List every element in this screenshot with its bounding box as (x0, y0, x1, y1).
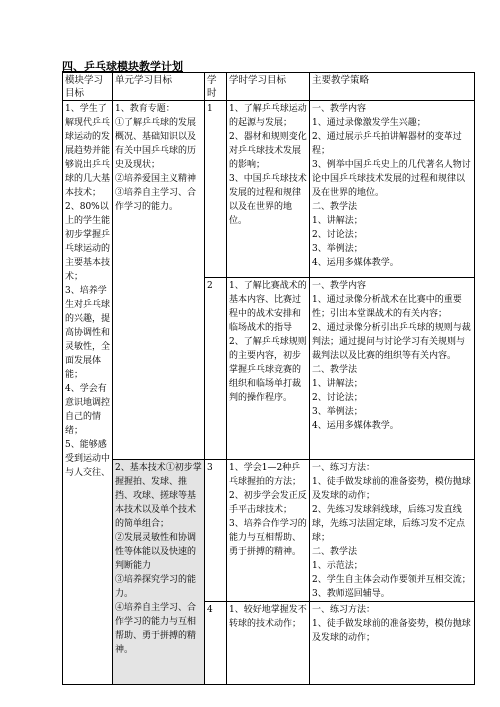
hour-goal-text: 1、了解乒乓球运动的起源与发展； 2、器材和规则变化对乒乓球技术发展的影响； 3、中国乒乓球技术发展的过程和规律以及在世界的地位。 (229, 104, 307, 226)
header-hour-goal: 学时学习目标 (227, 73, 310, 101)
strategy-text: 一、教学内容 1、通过录像分析战术在比赛中的重要性；引出本堂课战术的有关内容； 2、通过录像分析引出乒乓球的规则与裁判法；通过提问与讨论学习有关规则与裁判法以及比赛的组织等有关内容。 二、教学法 1、讲解法； 2、讨论法； 3、举例法； 4、运用多媒体教学。 (312, 281, 471, 431)
module-goal-cell (63, 101, 113, 685)
strategy-text: 一、练习方法： 1、徒手做发球前的准备姿势，模仿抛球及发球的动作； (312, 605, 471, 643)
header-row (63, 73, 475, 101)
hour-goal-cell (227, 602, 310, 685)
hour-goal-text: 1、较好地掌握发不转球的技术动作； (229, 605, 307, 629)
strategy-cell (310, 602, 475, 685)
unit-goal-cell (113, 460, 205, 685)
hour-goal-cell (227, 278, 310, 460)
header-hours: 学时 (205, 73, 227, 101)
module-goal-text: 1、学生了解现代乒乓球运动的发展趋势并能够说出乒乓球的几大基本技术； 2、80%以上的学生能初步掌握乒乓球运动的主要基本技术； 3、培养学生对乒乓球的兴趣，提高协调性和灵敏性，全面发展体能； 4、学会有意识地调控自己的情绪； 5、能够感受到运动中与人交往、 (65, 104, 111, 478)
unit-goal-text: 2、基本技术①初步掌握握拍、发球、推挡、攻球、搓球等基本技术以及单个技术的简单组合； ②发展灵敏性和协调性等体能以及快速的判断能力 ③培养探究学习的能力。 ④培养自主学习、合作学习的能力与互相帮助、勇于拼搏的精神。 (115, 463, 202, 655)
hour-cell: 3 (205, 460, 227, 602)
hour-goal-cell (227, 460, 310, 602)
header-module-goal: 模块学习目标 (63, 73, 113, 101)
strategy-text: 一、练习方法： 1、徒手做发球前的准备姿势，模仿抛球及发球的动作； 2、先练习发球斜线球，后练习发直线球，先练习法固定球，后练习发不定点球； 二、教学法 1、示范法； 2、学生自主体会动作要领并互相交流； 3、教师巡回辅导。 (312, 463, 471, 599)
hour-goal-text: 1、学会1—2种乒乓球握拍的方法； 2、初步学会发正反手平击球技术； 3、培养合作学习的能力与互相帮助、勇于拼搏的精神。 (229, 463, 307, 557)
table-row (63, 460, 475, 602)
page-title: 四、乒乓球模块教学计划 (62, 60, 183, 73)
header-unit-goal: 单元学习目标 (113, 73, 205, 101)
hour-goal-text: 1、了解比赛战术的基本内容、比赛过程中的战术安排和临场战术的指导 2、了解乒乓球规则的主要内容，初步掌握乒乓球竞赛的组织和临场单打裁判的操作程序。 (229, 281, 307, 403)
strategy-cell (310, 278, 475, 460)
unit-goal-cell (113, 101, 205, 460)
header-strategy: 主要教学策略 (310, 73, 475, 101)
hour-cell: 2 (205, 278, 227, 460)
teaching-plan-table (62, 72, 475, 685)
unit-goal-text: 1、教育专题： ①了解乒乓球的发展概况、基础知识以及有关中国乒乓球的历史及现状； ②培养爱国主义精神 ③培养自主学习、合作学习的能力。 (115, 104, 197, 212)
table-row (63, 101, 475, 278)
strategy-text: 一、教学内容 1、通过录像激发学生兴趣； 2、通过展示乒乓拍讲解器材的变革过程； 3、例举中国乒乓史上的几代著名人物讨论中国乒乓球技术发展的过程和规律以及在世界的地位。 二、教学法 1、讲解法； 2、讨论法； 3、举例法； 4、运用多媒体教学。 (312, 104, 471, 268)
hour-cell: 4 (205, 602, 227, 685)
strategy-cell (310, 101, 475, 278)
hour-goal-cell (227, 101, 310, 278)
strategy-cell (310, 460, 475, 602)
hour-cell: 1 (205, 101, 227, 278)
